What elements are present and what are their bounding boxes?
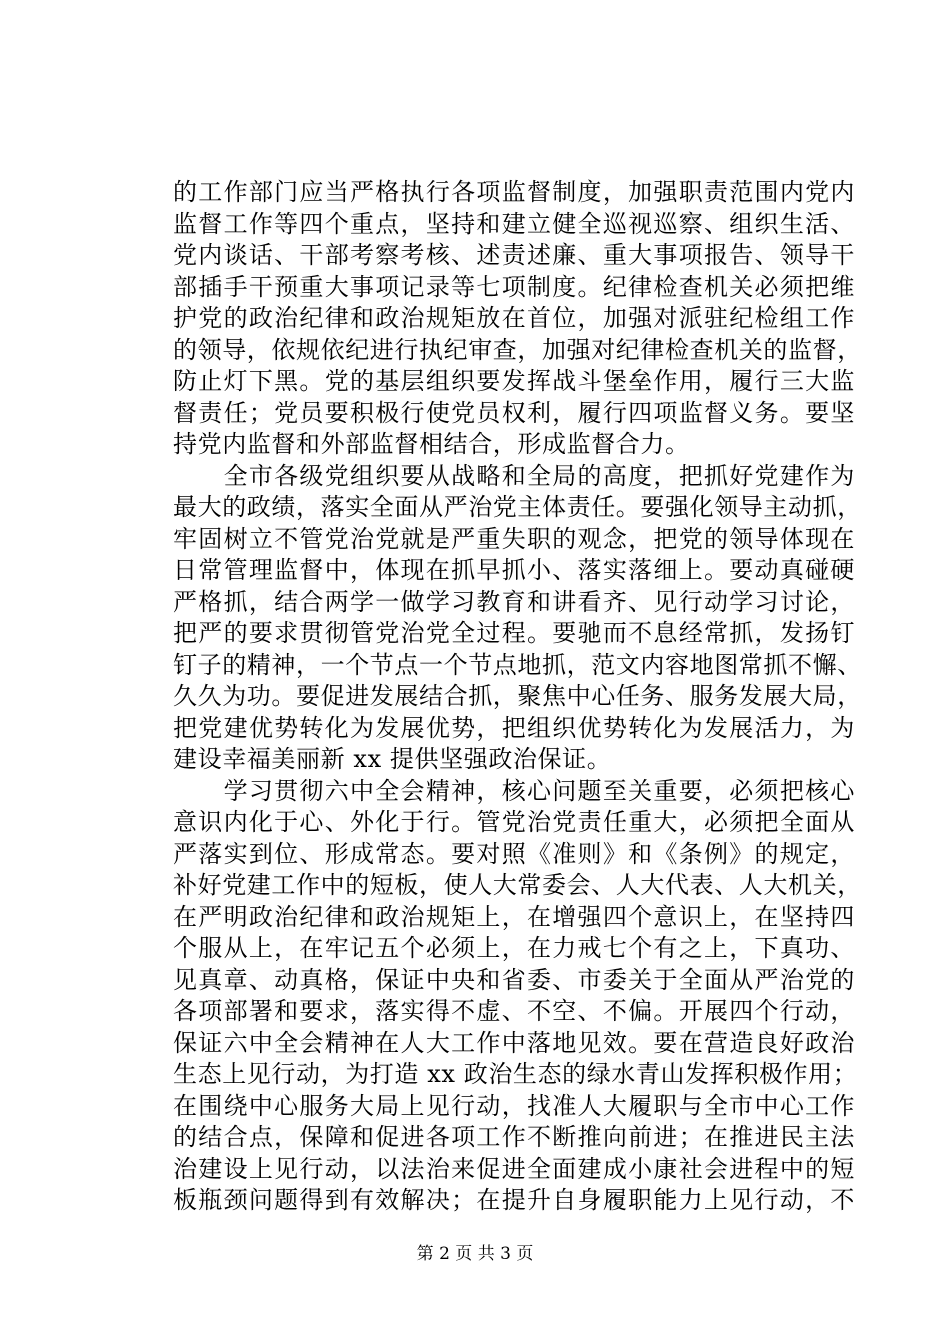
text-line: 的工作部门应当严格执行各项监督制度，加强职责范围内党内 bbox=[173, 178, 855, 206]
text-line: 最大的政绩，落实全面从严治党主体责任。要强化领导主动抓， bbox=[173, 493, 862, 521]
text-line: 治建设上见行动，以法治来促进全面建成小康社会进程中的短 bbox=[173, 1154, 855, 1183]
text-line: 把党建优势转化为发展优势，把组织优势转化为发展活力，为 bbox=[173, 713, 855, 742]
text-line: 日常管理监督中，体现在抓早抓小、落实落细上。要动真碰硬 bbox=[173, 556, 855, 584]
text-line: 持党内监督和外部监督相结合，形成监督合力。 bbox=[173, 430, 690, 458]
text-line: 意识内化于心、外化于行。管党治党责任重大，必须把全面从 bbox=[173, 808, 855, 836]
text-line: 钉子的精神，一个节点一个节点地抓，范文内容地图常抓不懈、 bbox=[173, 650, 862, 679]
text-line: 各项部署和要求，落实得不虚、不空、不偏。开展四个行动， bbox=[173, 997, 855, 1025]
text-line: 学习贯彻六中全会精神，核心问题至关重要，必须把核心 bbox=[173, 776, 855, 805]
text-line: 在严明政治纪律和政治规矩上，在增强四个意识上，在坚持四 bbox=[173, 902, 855, 931]
text-line: 保证六中全会精神在人大工作中落地见效。要在营造良好政治 bbox=[173, 1028, 855, 1057]
text-line: 生态上见行动，为打造 xx 政治生态的绿水青山发挥积极作用； bbox=[173, 1060, 858, 1088]
text-line: 板瓶颈问题得到有效解决；在提升自身履职能力上见行动，不 bbox=[173, 1186, 855, 1214]
text-line: 党内谈话、干部考察考核、述责述廉、重大事项报告、领导干 bbox=[173, 241, 855, 269]
page-footer: 第 2 页 共 3 页 bbox=[416, 1244, 534, 1264]
text-line: 把严的要求贯彻管党治党全过程。要驰而不息经常抓，发扬钉 bbox=[173, 619, 855, 647]
text-line: 督责任；党员要积极行使党员权利，履行四项监督义务。要坚 bbox=[173, 398, 855, 427]
text-line: 补好党建工作中的短板，使人大常委会、人大代表、人大机关， bbox=[173, 871, 862, 899]
text-line: 监督工作等四个重点，坚持和建立健全巡视巡察、组织生活、 bbox=[173, 209, 855, 238]
text-line: 防止灯下黑。党的基层组织要发挥战斗堡垒作用，履行三大监 bbox=[173, 367, 855, 395]
text-line: 个服从上，在牢记五个必须上，在力戒七个有之上，下真功、 bbox=[173, 934, 855, 962]
text-line: 严落实到位、形成常态。要对照《准则》和《条例》的规定， bbox=[173, 839, 855, 868]
body-text bbox=[173, 177, 862, 1217]
text-line: 建设幸福美丽新 xx 提供坚强政治保证。 bbox=[173, 745, 612, 773]
text-line: 护党的政治纪律和政治规矩放在首位，加强对派驻纪检组工作 bbox=[173, 304, 855, 332]
text-line: 部插手干预重大事项记录等七项制度。纪律检查机关必须把维 bbox=[173, 272, 855, 301]
text-line: 在围绕中心服务大局上见行动，找准人大履职与全市中心工作 bbox=[173, 1091, 855, 1120]
text-line: 的结合点，保障和促进各项工作不断推向前进；在推进民主法 bbox=[173, 1123, 855, 1151]
text-line: 全市各级党组织要从战略和全局的高度，把抓好党建作为 bbox=[173, 461, 855, 490]
text-line: 牢固树立不管党治党就是严重失职的观念，把党的领导体现在 bbox=[173, 524, 855, 553]
text-line: 的领导，依规依纪进行执纪审查，加强对纪律检查机关的监督， bbox=[173, 335, 862, 364]
text-line: 久久为功。要促进发展结合抓，聚焦中心任务、服务发展大局， bbox=[173, 682, 862, 710]
text-line: 严格抓，结合两学一做学习教育和讲看齐、见行动学习讨论， bbox=[173, 587, 855, 616]
text-line: 见真章、动真格，保证中央和省委、市委关于全面从严治党的 bbox=[173, 965, 855, 994]
